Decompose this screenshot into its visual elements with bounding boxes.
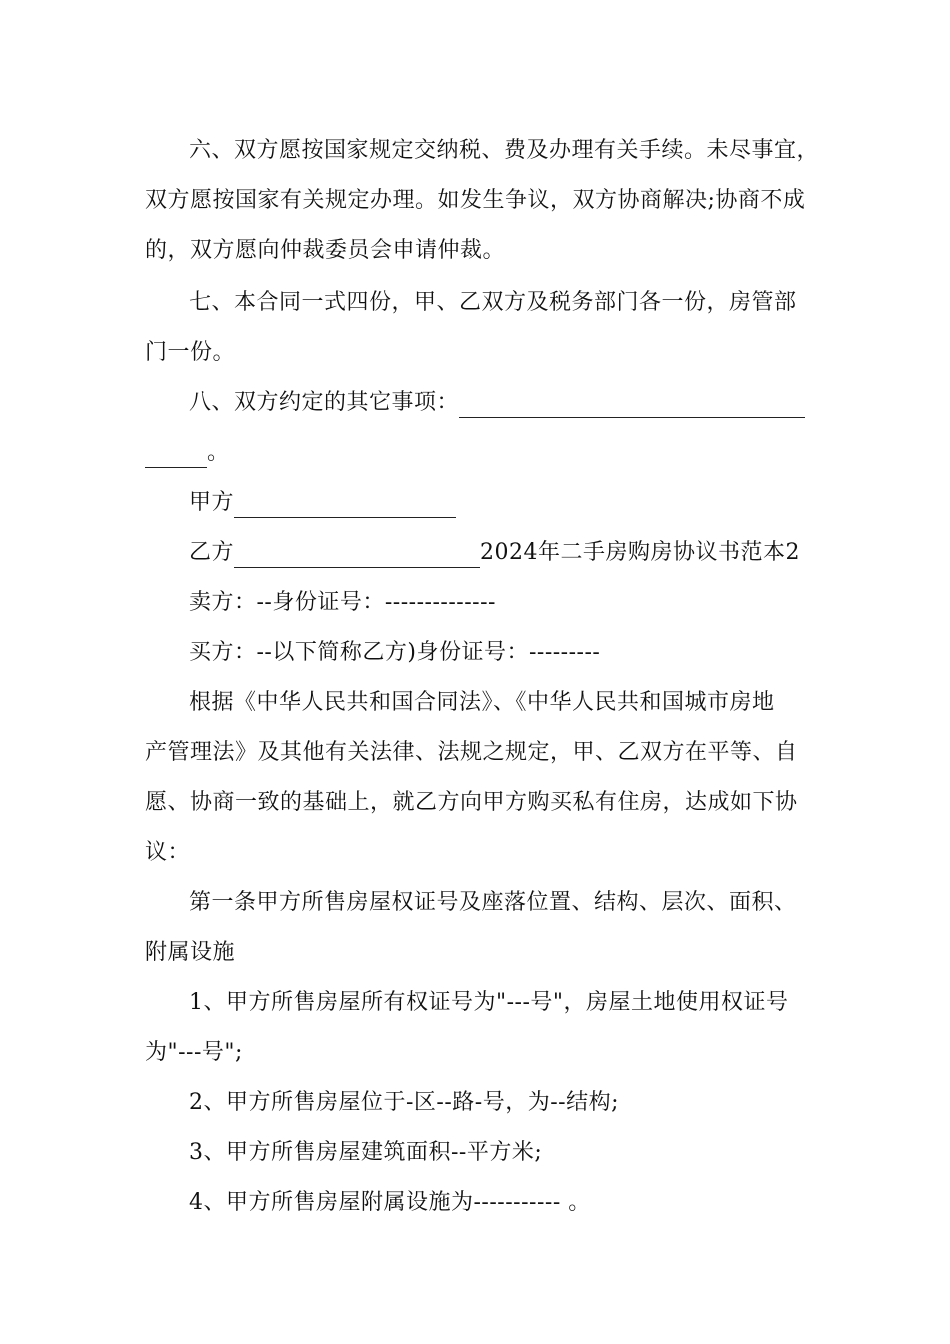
paragraph-line: 愿、协商一致的基础上，就乙方向甲方购买私有住房，达成如下协 xyxy=(145,790,798,815)
paragraph-line xyxy=(145,438,815,468)
paragraph-line: 议： xyxy=(145,840,191,865)
article-heading: 第一条甲方所售房屋权证号及座落位置、结构、层次、面积、 xyxy=(189,890,797,915)
party-b-blank xyxy=(234,545,480,568)
party-b-line xyxy=(189,538,815,568)
paragraph-line xyxy=(189,388,815,418)
blank-underline xyxy=(459,395,805,418)
list-item: 3、甲方所售房屋建筑面积--平方米; xyxy=(189,1140,543,1165)
party-b-label: 乙方 xyxy=(189,540,235,565)
section-title: 2024年二手房购房协议书范本2 xyxy=(480,540,801,565)
paragraph-line: 根据《中华人民共和国合同法》、《中华人民共和国城市房地 xyxy=(189,690,775,715)
blank-underline xyxy=(145,445,207,468)
paragraph-line: 双方愿按国家有关规定办理。如发生争议，双方协商解决;协商不成 xyxy=(145,188,806,213)
party-a-line xyxy=(189,488,815,518)
paragraph-line: 六、双方愿按国家规定交纳税、费及办理有关手续。未尽事宜， xyxy=(189,138,820,163)
article-heading: 附属设施 xyxy=(145,940,236,965)
party-a-label: 甲方 xyxy=(189,490,235,515)
paragraph-line: 门一份。 xyxy=(145,340,236,365)
paragraph-line: 七、本合同一式四份，甲、乙双方及税务部门各一份，房管部 xyxy=(189,290,797,315)
seller-line: 卖方：--身份证号：-------------- xyxy=(189,590,496,615)
period-text: 。 xyxy=(207,440,230,465)
list-item: 为"---号"; xyxy=(145,1040,243,1065)
list-item: 1、甲方所售房屋所有权证号为"---号"，房屋土地使用权证号 xyxy=(189,990,789,1015)
paragraph-line: 产管理法》及其他有关法律、法规之规定，甲、乙双方在平等、自 xyxy=(145,740,798,765)
list-item: 2、甲方所售房屋位于-区--路-号，为--结构; xyxy=(189,1090,620,1115)
paragraph-line: 的，双方愿向仲裁委员会申请仲裁。 xyxy=(145,238,506,263)
other-matters-label: 八、双方约定的其它事项： xyxy=(189,390,460,415)
buyer-line: 买方：--以下简称乙方)身份证号：--------- xyxy=(189,640,601,665)
party-a-blank xyxy=(234,495,456,518)
list-item: 4、甲方所售房屋附属设施为----------- 。 xyxy=(189,1190,591,1215)
